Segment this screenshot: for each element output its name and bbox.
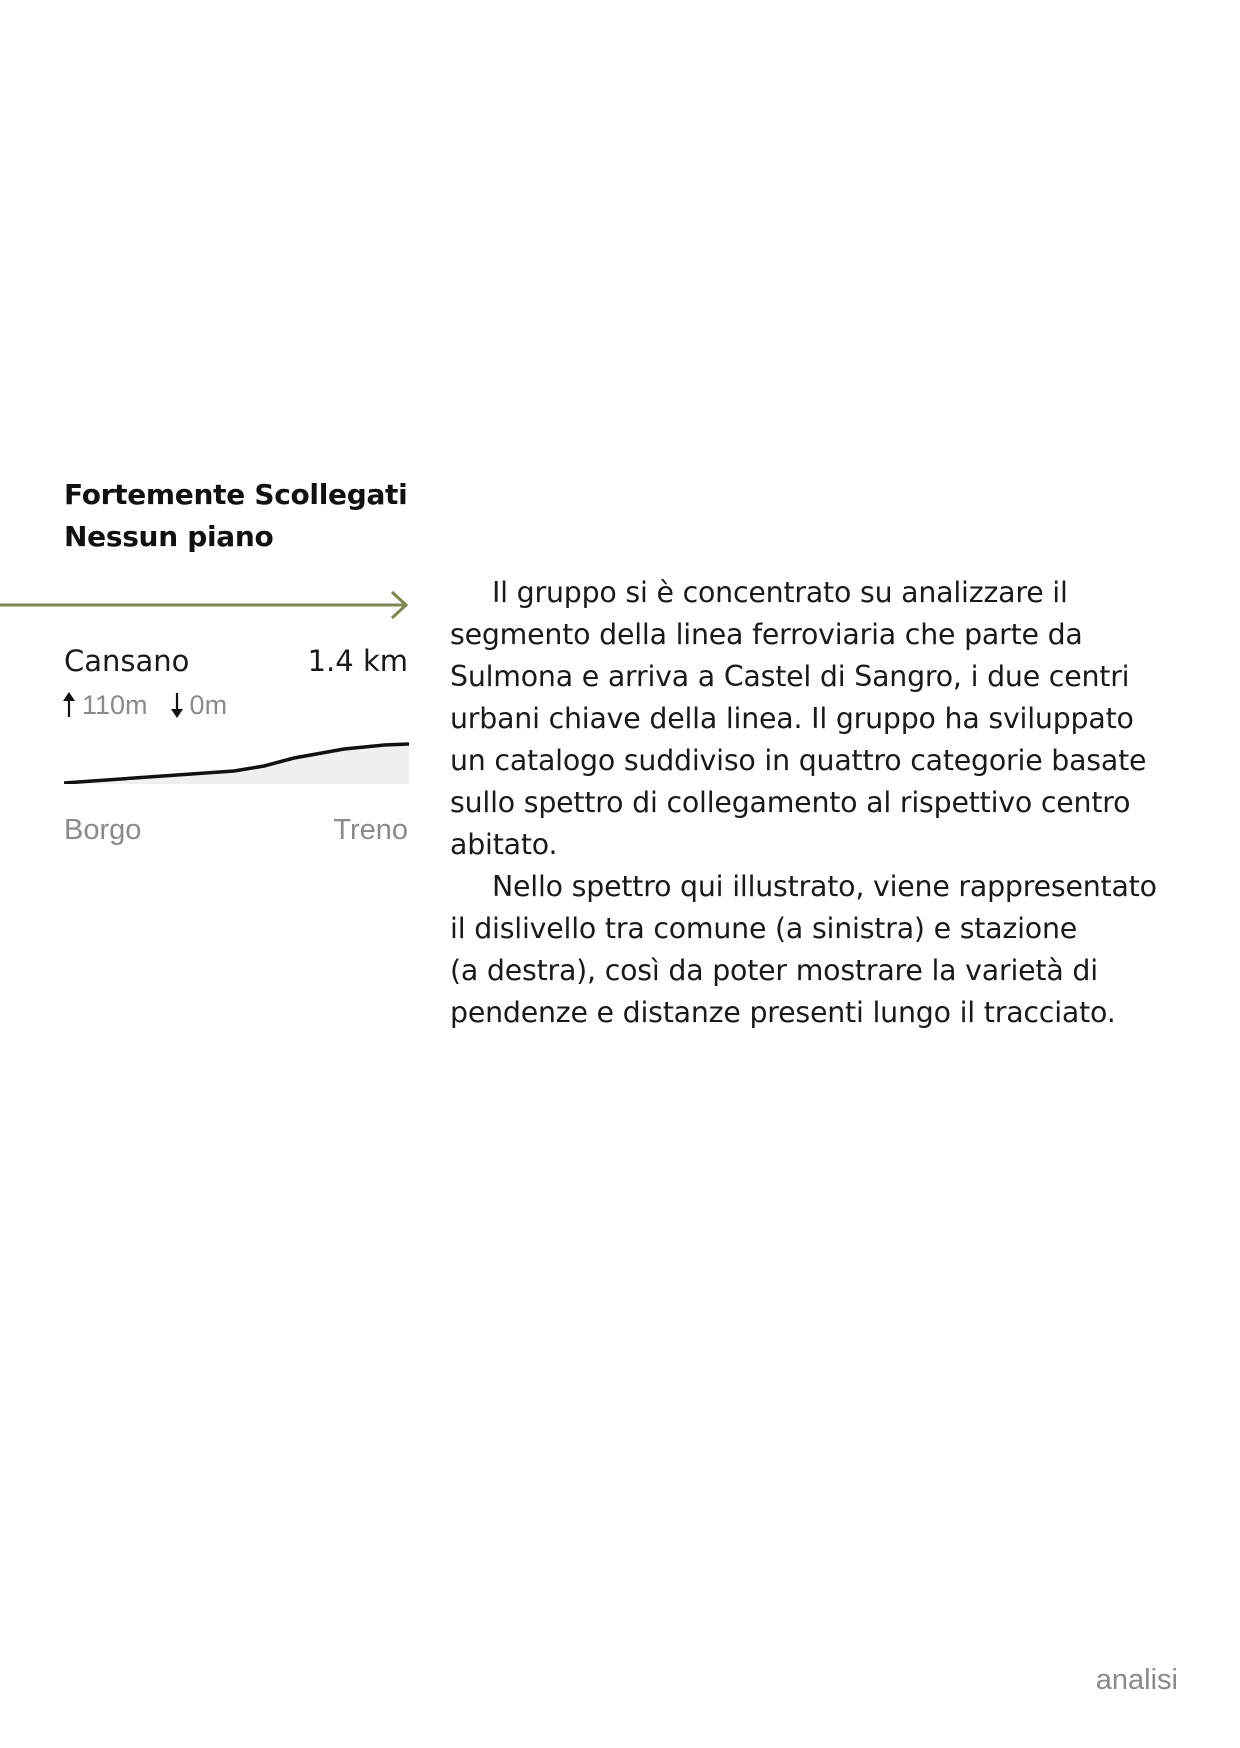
- section-footer-label: analisi: [1095, 1664, 1178, 1696]
- body-line: il dislivello tra comune (a sinistra) e stazione: [450, 912, 1078, 945]
- body-line: Sulmona e arriva a Castel di Sangro, i due centri: [450, 660, 1130, 693]
- body-line: Nello spettro qui illustrato, viene rappresentato: [492, 870, 1157, 903]
- ascent-value: 110m: [82, 690, 148, 720]
- profile-end-label: Treno: [333, 814, 408, 846]
- category-title: Fortemente Scollegati: [64, 478, 408, 511]
- body-line: sullo spettro di collegamento al rispettivo centro: [450, 786, 1131, 819]
- body-line: (a destra), così da poter mostrare la varietà di: [450, 954, 1098, 987]
- body-line: pendenze e distanze presenti lungo il tracciato.: [450, 996, 1116, 1029]
- direction-arrow-icon: [0, 590, 415, 620]
- distance-value: 1.4 km: [307, 644, 408, 678]
- elevation-row: [62, 688, 227, 722]
- arrow-up-icon: [62, 691, 76, 719]
- body-line: Il gruppo si è concentrato su analizzare il: [492, 576, 1068, 609]
- category-subtitle: Nessun piano: [64, 520, 274, 553]
- body-line: un catalogo suddiviso in quattro categorie basate: [450, 744, 1147, 777]
- body-paragraphs: [450, 572, 1190, 1034]
- descent-value: 0m: [189, 690, 228, 720]
- place-name: Cansano: [64, 644, 190, 678]
- body-line: abitato.: [450, 828, 558, 861]
- profile-start-label: Borgo: [64, 814, 142, 846]
- arrow-down-icon: [170, 691, 184, 719]
- card-heading: [64, 474, 407, 558]
- body-line: segmento della linea ferroviaria che parte da: [450, 618, 1083, 651]
- elevation-profile-chart: [64, 728, 409, 784]
- body-line: urbani chiave della linea. Il gruppo ha sviluppato: [450, 702, 1134, 735]
